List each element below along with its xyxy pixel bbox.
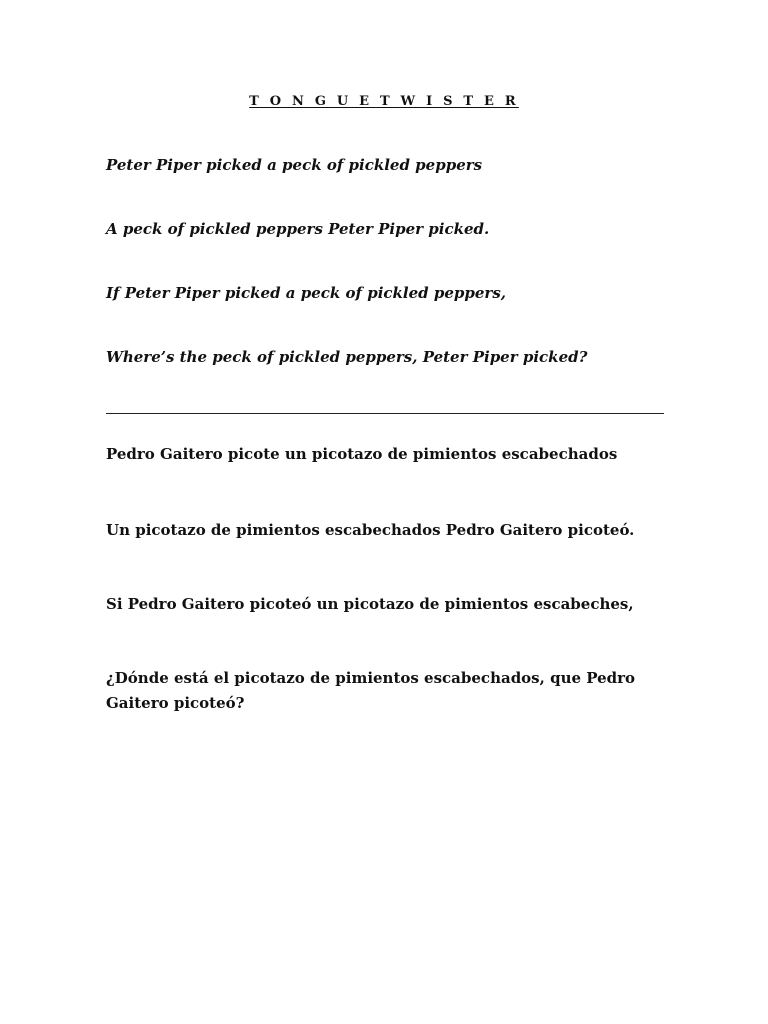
english-line-4: Where’s the peck of pickled peppers, Peter Piper picked? <box>106 348 588 366</box>
spanish-line-3: Si Pedro Gaitero picoteó un picotazo de pimientos escabeches, <box>106 595 634 613</box>
spanish-line-1: Pedro Gaitero picote un picotazo de pimientos escabechados <box>106 445 618 463</box>
spanish-line-2: Un picotazo de pimientos escabechados Pedro Gaitero picoteó. <box>106 521 635 539</box>
document-title: T O N G U E T W I S T E R <box>249 94 519 109</box>
english-line-1: Peter Piper picked a peck of pickled peppers <box>106 156 483 174</box>
section-divider <box>106 413 664 414</box>
english-line-3: If Peter Piper picked a peck of pickled peppers, <box>106 284 506 302</box>
spanish-line-4: ¿Dónde está el picotazo de pimientos escabechados, que Pedro Gaitero picoteó? <box>106 669 636 712</box>
english-line-2: A peck of pickled peppers Peter Piper picked. <box>106 220 490 238</box>
